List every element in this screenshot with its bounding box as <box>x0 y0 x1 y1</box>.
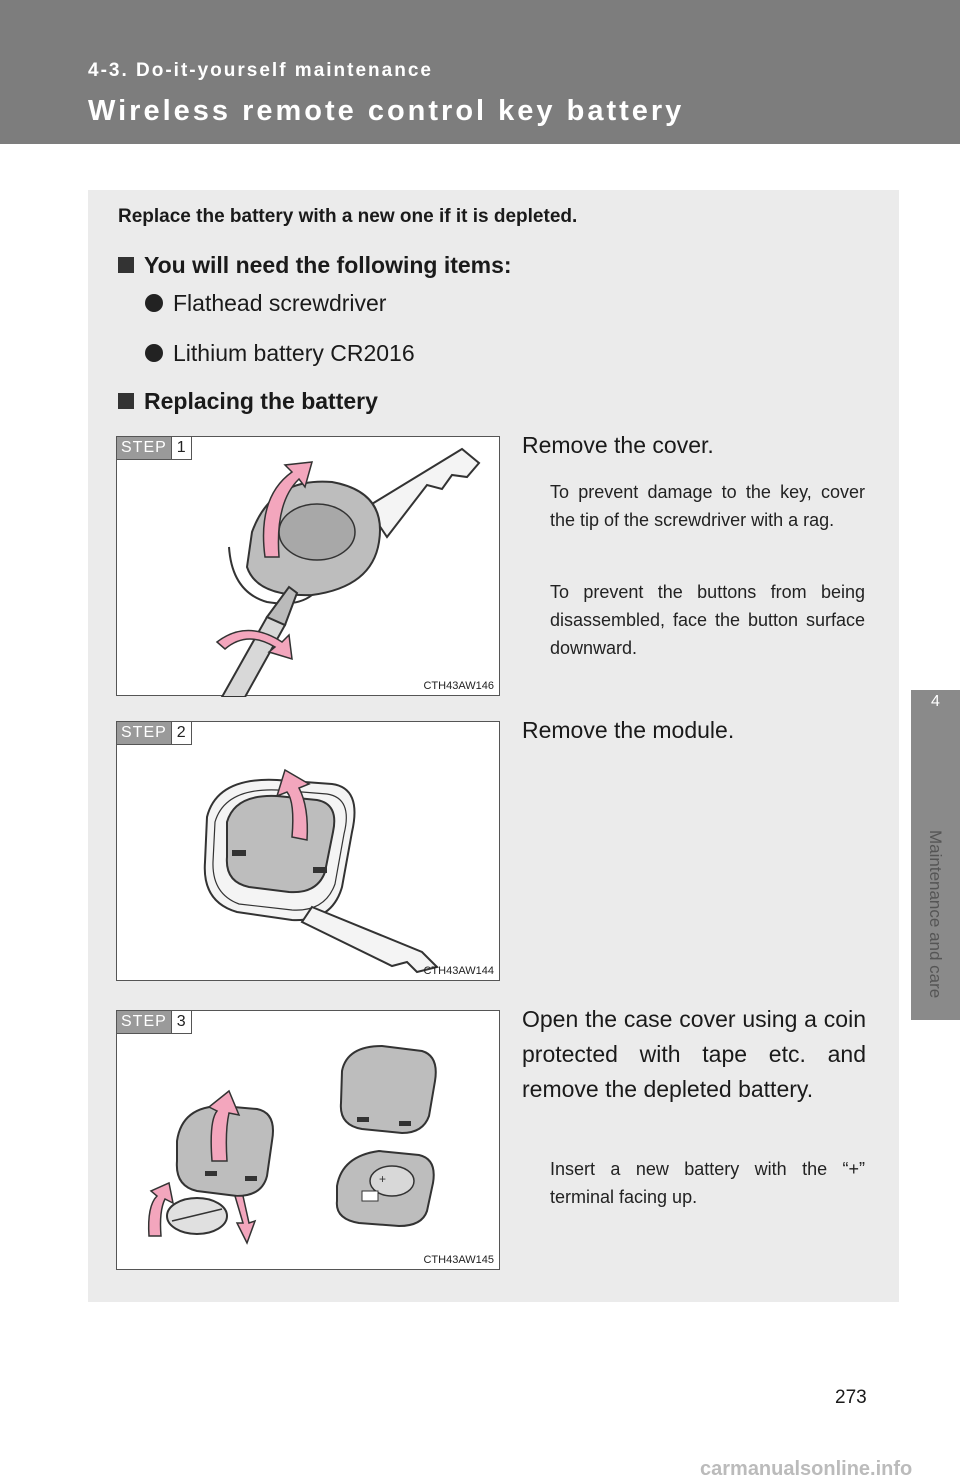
step3-badge <box>117 1011 192 1034</box>
section-label: 4-3. Do-it-yourself maintenance <box>88 60 433 81</box>
replace-heading <box>118 388 378 415</box>
bullet-icon <box>145 294 163 312</box>
battery-replacement-illustration <box>117 1011 501 1271</box>
need-item-text: Flathead screwdriver <box>173 290 387 316</box>
chapter-label: Maintenance and care <box>926 830 945 999</box>
need-item-text: Lithium battery CR2016 <box>173 340 415 366</box>
step2-instruction: Remove the module. <box>522 717 735 743</box>
svg-text:+: + <box>379 1172 387 1186</box>
header-band <box>0 0 960 144</box>
watermark: carmanualsonline.info <box>700 1458 913 1480</box>
step1-note: To prevent damage to the key, cover the tip of the screwdriver with a rag. <box>550 482 865 530</box>
page-title: Wireless remote control key battery <box>88 95 685 127</box>
step3-figure <box>116 1010 500 1270</box>
square-bullet-icon <box>118 257 134 273</box>
step3-note: Insert a new battery with the “+” terminal facing up. <box>550 1159 865 1207</box>
step3-instruction: Open the case cover using a coin protected with tape etc. and remove the depleted battery. <box>522 1006 866 1102</box>
bullet-icon <box>145 344 163 362</box>
figure-code: CTH43AW144 <box>423 965 494 977</box>
step-badge-number: 2 <box>171 722 191 744</box>
needs-heading-text: You will need the following items: <box>144 252 512 278</box>
step-badge-label: STEP <box>117 1011 171 1033</box>
module-removal-illustration <box>117 722 501 982</box>
step-badge-label: STEP <box>117 437 171 459</box>
chapter-label-wrap <box>911 830 960 1030</box>
need-item <box>145 340 415 367</box>
replace-heading-text: Replacing the battery <box>144 388 378 414</box>
step-badge-number: 3 <box>171 1011 191 1033</box>
step1-instruction: Remove the cover. <box>522 432 714 458</box>
figure-code: CTH43AW146 <box>423 680 494 692</box>
step2-figure <box>116 721 500 981</box>
key-cover-removal-illustration <box>117 437 501 697</box>
step1-note: To prevent the buttons from being disassembled, face the button surface downward. <box>550 582 865 658</box>
step-badge-number: 1 <box>171 437 191 459</box>
step2-badge <box>117 722 192 745</box>
chapter-number: 4 <box>931 693 940 710</box>
intro-text: Replace the battery with a new one if it is depleted. <box>118 206 578 227</box>
page-number: 273 <box>835 1387 867 1408</box>
needs-heading <box>118 252 512 279</box>
figure-code: CTH43AW145 <box>423 1254 494 1266</box>
step1-badge <box>117 437 192 460</box>
step-badge-label: STEP <box>117 722 171 744</box>
need-item <box>145 290 386 317</box>
square-bullet-icon <box>118 393 134 409</box>
step1-figure <box>116 436 500 696</box>
